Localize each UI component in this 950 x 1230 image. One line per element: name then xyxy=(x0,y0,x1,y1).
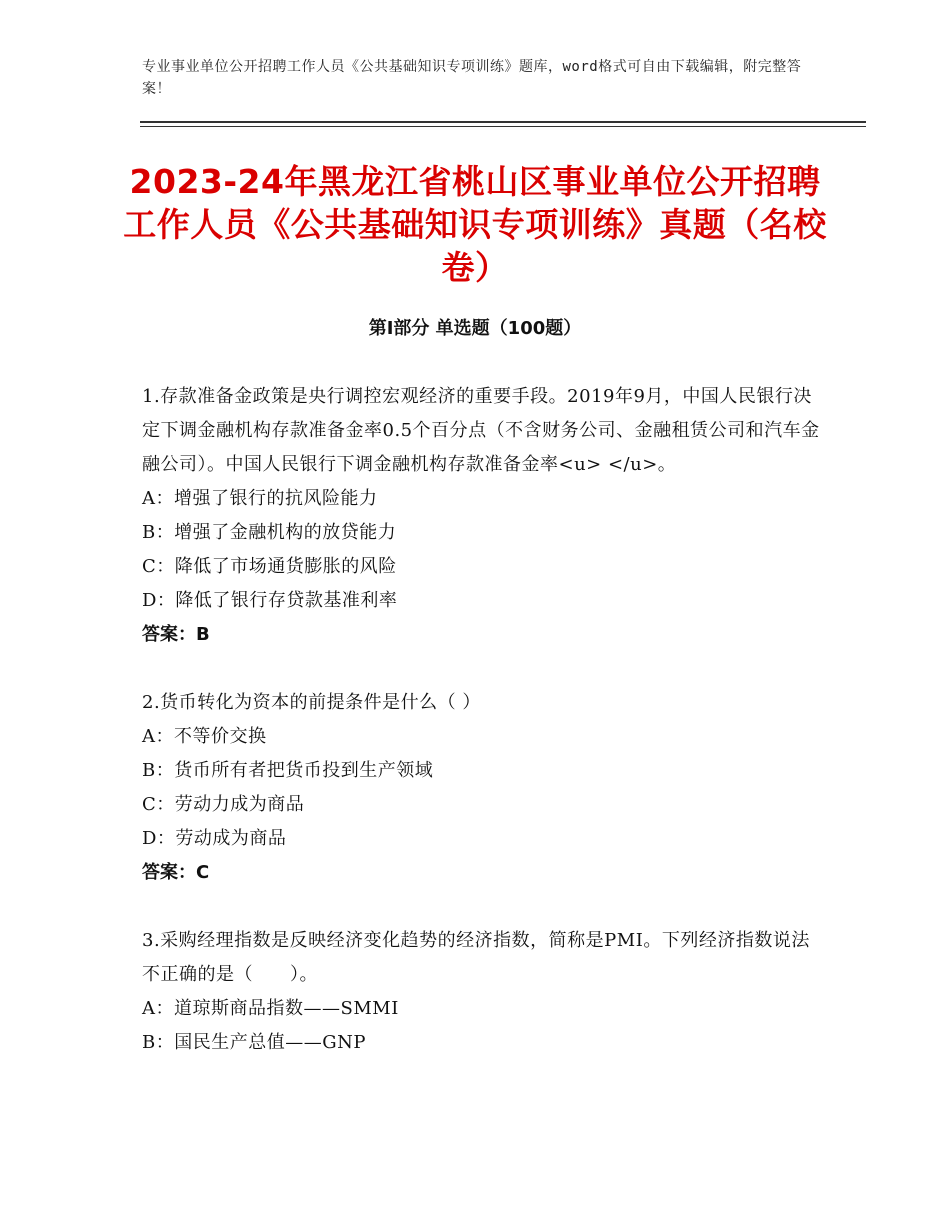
option-b: B：国民生产总值——GNP xyxy=(142,1032,366,1053)
question-3 xyxy=(142,924,822,1060)
header-divider-thick xyxy=(140,121,866,123)
question-1 xyxy=(142,380,822,652)
question-stem: 1.存款准备金政策是央行调控宏观经济的重要手段。2019年9月，中国人民银行决定下调金融机构存款准备金率0.5个百分点（不含财务公司、金融租赁公司和汽车金融公司）。中国人民银行下调金融机构存款准备金率<u> </u>。 xyxy=(142,386,820,475)
option-a: A：不等价交换 xyxy=(142,726,267,747)
answer: 答案：C xyxy=(142,862,210,883)
question-stem: 2.货币转化为资本的前提条件是什么（ ） xyxy=(142,692,481,713)
option-d: D：降低了银行存贷款基准利率 xyxy=(142,590,398,611)
option-c: C：劳动力成为商品 xyxy=(142,794,305,815)
question-2 xyxy=(142,686,822,890)
header-note: 专业事业单位公开招聘工作人员《公共基础知识专项训练》题库，word格式可自由下载编辑，附完整答案！ xyxy=(142,59,802,97)
option-d: D：劳动成为商品 xyxy=(142,828,287,849)
option-b: B：货币所有者把货币投到生产领域 xyxy=(142,760,434,781)
header-divider-thin xyxy=(140,126,866,127)
option-a: A：增强了银行的抗风险能力 xyxy=(142,488,378,509)
option-a: A：道琼斯商品指数——SMMI xyxy=(142,998,399,1019)
question-stem: 3.采购经理指数是反映经济变化趋势的经济指数，简称是PMI。下列经济指数说法不正确的是（ ）。 xyxy=(142,930,810,985)
option-b: B：增强了金融机构的放贷能力 xyxy=(142,522,397,543)
question-list xyxy=(142,380,822,1094)
option-c: C：降低了市场通货膨胀的风险 xyxy=(142,556,397,577)
section-heading: 第Ⅰ部分 单选题（100题） xyxy=(368,318,582,339)
answer: 答案：B xyxy=(142,624,210,645)
document-title: 2023-24年黑龙江省桃山区事业单位公开招聘工作人员《公共基础知识专项训练》真题（名校卷） xyxy=(123,162,827,287)
